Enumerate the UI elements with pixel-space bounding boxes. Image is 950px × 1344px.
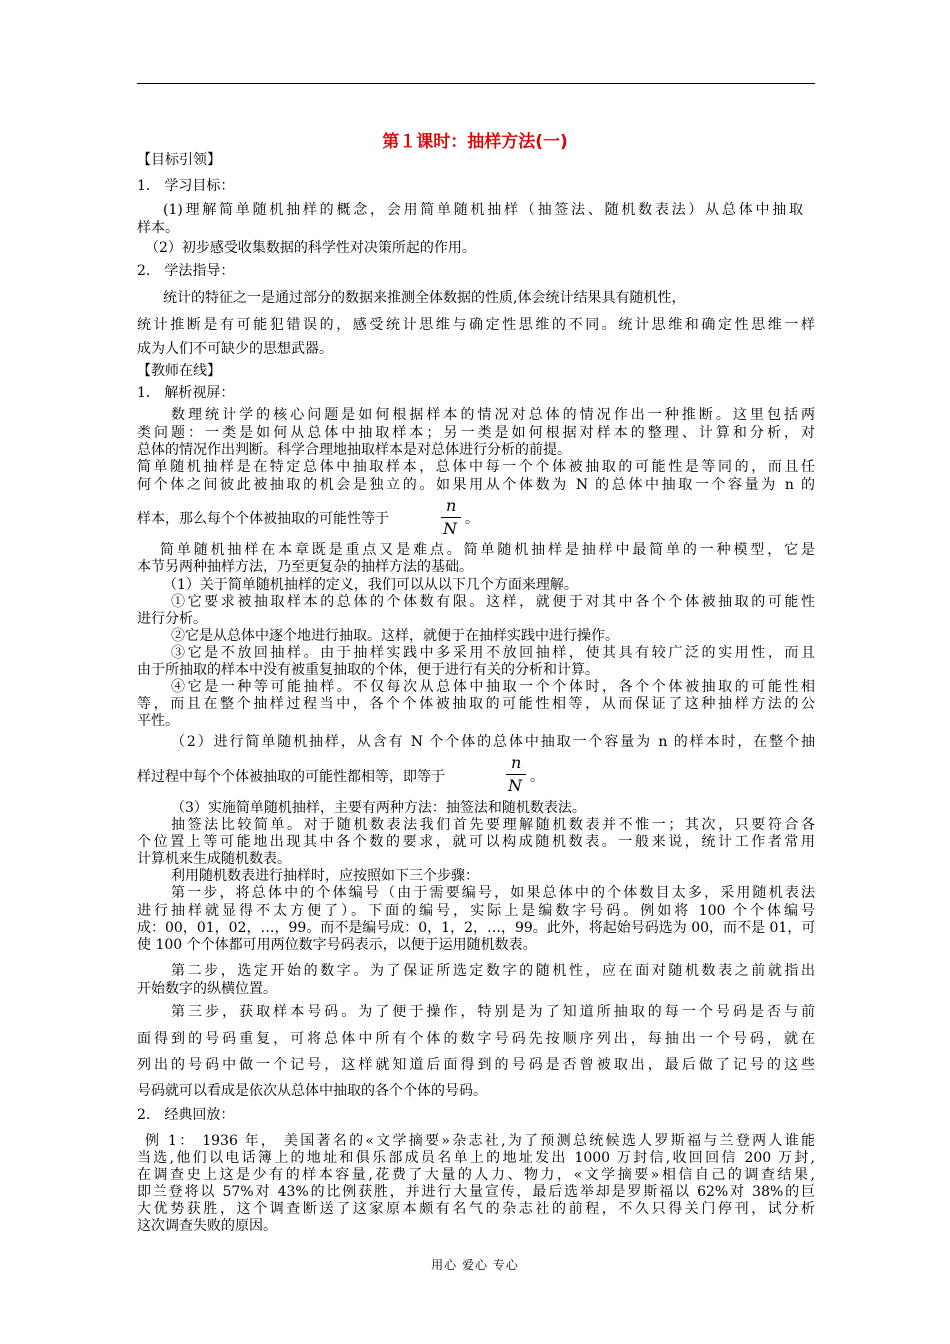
example-line-5: 大优势获胜，这个调查断送了这家原本颇有名气的杂志社的前程，不久只得关门停刊，试分析 (137, 1201, 815, 1217)
para-14-line-2: 开始数字的纵横位置。 (137, 981, 277, 997)
para-15-line-2: 面得到的号码重复，可将总体中所有个体的数字号码先按顺序列出，每抽出一个号码，就在 (137, 1031, 815, 1047)
para-15-line-4: 号码就可以看成是依次从总体中抽取的各个个体的号码。 (137, 1083, 487, 1099)
guide-line-1: 统计的特征之一是通过部分的数据来推测全体数据的性质,体会统计结果具有随机性， (163, 290, 686, 306)
para-11-line-2: 个位置上等可能地出现其中各个数的要求，就可以构成随机数表。一般来说，统计工作者常用 (137, 834, 815, 850)
page-title: 第１课时：抽样方法(一) (382, 132, 568, 152)
para-3-line-2: 本节另两种抽样方法，乃至更复杂的抽样方法的基础。 (137, 559, 473, 575)
para-4: （1）关于简单随机抽样的定义，我们可以从以下几个方面来理解。 (163, 577, 578, 593)
guide-line-3: 成为人们不可缺少的思想武器。 (137, 341, 333, 357)
para-13-line-1: 第一步，将总体中的个体编号（由于需要编号，如果总体中的个体数目太多，采用随机表法 (171, 885, 815, 901)
item-classic-review: 2． 经典回放： (137, 1107, 235, 1123)
item-learning-goals: 1． 学习目标： (137, 178, 235, 194)
para-12: 利用随机数表进行抽样时，应按照如下三个步骤： (171, 868, 479, 884)
goal-2: （2）初步感受收集数据的科学性对决策所起的作用。 (145, 240, 476, 256)
goal-1-line-2: 样本。 (137, 220, 179, 236)
para-15-line-1: 第三步，获取样本号码。为了便于操作，特别是为了知道所抽取的每一个号码是否与前 (171, 1004, 815, 1020)
para-5-line-1: ①它要求被抽取样本的总体的个体数有限。这样，就便于对其中各个个体被抽取的可能性 (171, 594, 815, 610)
para-15-line-3: 列出的号码中做一个记号，这样就知道后面得到的号码是否曾被取出，最后做了记号的这些 (137, 1057, 815, 1073)
section-header-goals: 【目标引领】 (137, 152, 221, 168)
para-6: ②它是从总体中逐个地进行抽取。这样，就便于在抽样实践中进行操作。 (171, 628, 619, 644)
guide-line-2: 统计推断是有可能犯错误的，感受统计思维与确定性思维的不同。统计思维和确定性思维一样 (137, 317, 815, 333)
fraction-numerator-2: n (511, 753, 522, 772)
page-footer: 用心 爱心 专心 (431, 1258, 519, 1272)
para-10: （3）实施简单随机抽样，主要有两种方法：抽签法和随机数表法。 (171, 800, 586, 816)
para-8-line-3: 平性。 (137, 713, 179, 729)
para-5-line-2: 进行分析。 (137, 611, 207, 627)
example-line-1: 例 1： 1936 年， 美国著名的«文学摘要»杂志社,为了预测总统候选人罗斯福与兰登两人谁能 (145, 1133, 815, 1149)
para-13-line-4: 使 100 个个体都可用两位数字号码表示，以便于运用随机数表。 (137, 937, 537, 953)
para-3-line-1: 简单随机抽样在本章既是重点又是难点。简单随机抽样是抽样中最简单的一种模型，它是 (160, 542, 815, 558)
item-analysis: 1． 解析视屏： (137, 385, 235, 401)
para-9-line-1: （2）进行简单随机抽样，从含有 N 个个体的总体中抽取一个容量为 n 的样本时，在整个抽 (171, 734, 815, 750)
item-study-guide: 2． 学法指导： (137, 263, 235, 279)
para-11-line-3: 计算机来生成随机数表。 (137, 851, 291, 867)
header-rule (137, 83, 815, 84)
fraction-bar-2 (506, 774, 526, 775)
para-8-line-2: 等，而且在整个抽样过程当中，各个个体被抽取的可能性相等，从而保证了这种抽样方法的公 (137, 696, 815, 712)
para-13-line-3: 成：00，01，02，…，99。而不是编号成：0，1，2，…，99。此外，将起始号码选为 00，而不是 01，可 (137, 920, 816, 936)
para-2-line-2: 何个体之间彼此被抽取的机会是独立的。如果用从个体数为 N 的总体中抽取一个容量为 n 的 (137, 477, 815, 493)
goal-1-line-1: (1)理解简单随机抽样的概念，会用简单随机抽样（抽签法、随机数表法）从总体中抽取 (163, 202, 803, 218)
para-7-line-2: 由于所抽取的样本中没有被重复抽取的个体，便于进行有关的分析和计算。 (137, 662, 599, 678)
para-11-line-1: 抽签法比较简单。对于随机数表法我们首先要理解随机数表并不惟一；其次，只要符合各 (171, 817, 815, 833)
para-2-line-1: 简单随机抽样是在特定总体中抽取样本，总体中每一个个体被抽取的可能性是等同的，而且任 (137, 459, 815, 475)
fraction-denominator-2: N (508, 776, 522, 795)
example-line-4: 即兰登将以 57%对 43%的比例获胜，并进行大量宣传，最后选举却是罗斯福以 62%对 38%的巨 (137, 1184, 815, 1200)
para-1-line-1: 数理统计学的核心问题是如何根据样本的情况对总体的情况作出一种推断。这里包括两 (171, 407, 815, 423)
para-7-line-1: ③它是不放回抽样。由于抽样实践中多采用不放回抽样，使其具有较广泛的实用性，而且 (171, 645, 815, 661)
section-header-teacher: 【教师在线】 (137, 363, 221, 379)
para-2-line-3: 样本，那么每个个体被抽取的可能性等于 (137, 511, 389, 527)
period: 。 (465, 511, 479, 527)
fraction-denominator: N (443, 519, 457, 538)
fraction-bar (441, 517, 461, 518)
example-line-3: 在调查史上这是少有的样本容量,花费了大量的人力、物力，«文学摘要»相信自己的调查结果, (137, 1167, 815, 1183)
period-2: 。 (530, 769, 544, 785)
para-8-line-1: ④它是一种等可能抽样。不仅每次从总体中抽取一个个体时，各个个体被抽取的可能性相 (171, 679, 815, 695)
fraction-numerator: n (446, 496, 457, 515)
para-13-line-2: 进行抽样就显得不太方便了）。下面的编号，实际上是编数字号码。例如将 100 个个体编号 (137, 903, 815, 919)
example-line-2: 当选,他们以电话簿上的地址和俱乐部成员名单上的地址发出 1000 万封信,收回回信 200 万封, (137, 1150, 815, 1166)
para-1-line-3: 总体的情况作出判断。科学合理地抽取样本是对总体进行分析的前提。 (137, 442, 571, 458)
example-line-6: 这次调查失败的原因。 (137, 1218, 277, 1234)
para-14-line-1: 第二步，选定开始的数字。为了保证所选定数字的随机性，应在面对随机数表之前就指出 (171, 963, 815, 979)
para-9-line-2: 样过程中每个个体被抽取的可能性都相等，即等于 (137, 769, 445, 785)
para-1-line-2: 类问题：一类是如何从总体中抽取样本；另一类是如何根据对样本的整理、计算和分析，对 (137, 425, 815, 441)
